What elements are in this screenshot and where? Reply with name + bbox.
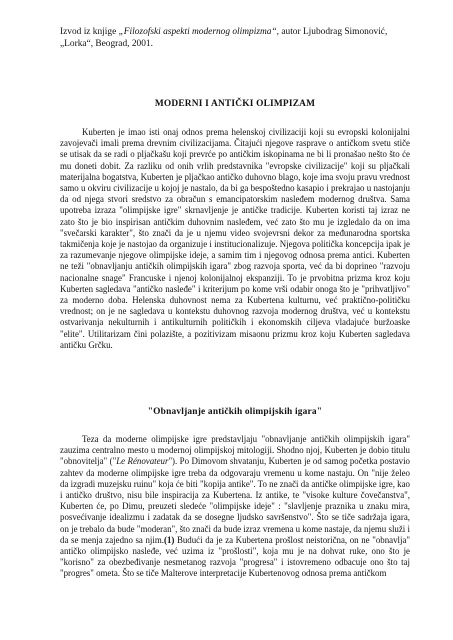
footnote-reference[interactable]: (1) xyxy=(163,534,175,545)
section-heading-moderni-i-anticki: MODERNI I ANTIČKI OLIMPIZAM xyxy=(154,99,316,109)
paragraph-text-part3: Budući da je za Kubertena prošlost neistorična, on ne "obnavlja" antičko olimpijsko nasleđe, već uzima iz "prošlosti", koja mu je na dohvat ruke, ono što je "korisno" za obezbeđivanje nesmetanog razvoja "progresa" i istovremeno odbacuje ono što taj "progres" ometa. Što se tiče Malterove interpretacije Kubertenovog odnosa prema antičkom xyxy=(60,534,411,579)
le-renovateur-italic: Le Rénovateur xyxy=(116,456,169,467)
citation-suffix: , autor Ljubodrag Simonović, „Lorka“, Beograd, 2001. xyxy=(60,27,388,49)
book-title: „Filozofski aspekti modernog olimpizma“ xyxy=(118,27,277,37)
citation-prefix: Izvod iz knjige xyxy=(60,27,119,37)
paragraph-text-part2: "). Po Dimovom shvatanju, Kuberten je od samog početka postavio zahtev da moderne olimpijske igre treba da odgovaraju vremenu u kome nastaju. On "nije želeo da izgradi muzejsku ruinu" koja će biti "kopija antike". To ne znači da antičke olimpijske igre, kao i antičko društvo, nisu bile inspiracija za Kubertena. Iz antike, te "visoke kulture čovečanstva", Kuberten će, po Dimu, preuzeti sledeće "olimpijske ideje" : "slavljenje praznika u znaku mira, posvećivanje idealizmu i zadatak da se dosegne ljudsko savršenstvo". Što se tiče sadržaja igara, on je trebalo da bude "moderan", što znači da bude izraz vremena u kome nastaje, da njemu služi i da se menja zajedno sa njim. xyxy=(60,456,410,545)
source-citation xyxy=(60,27,410,50)
section-heading-obnavljanje: "Obnavljanje antičkih olimpijskih igara" xyxy=(147,407,323,417)
paragraph-teza-obnavljanje xyxy=(60,434,410,580)
paragraph-text-part1: Teza da moderne olimpijske igre predstavljaju "obnavljanje antičkih olimpijskih igara" zauzima centralno mesto u modernoj olimpijskoj mitologiji. Shodno njoj, Kuberten je dobio titulu "obnovitelja" (" xyxy=(60,434,410,467)
paragraph-kuberten-helenska-civilizacija: Kuberten je imao isti onaj odnos prema helenskoj civilizaciji koji su evropski kolonijalni zavojevači imali prema drevnim civilizacijama. Čitajući njegove rasprave o antičkom svetu stiče se utisak da se radi o pljačkašu koji prevrće po antičkim iskopinama ne bi li pronašao nešto što će mu doneti dobit. Za razliku od onih vrlih predstavnika "evropske civilizacije" koji su pljačkali materijalna bogatstva, Kuberten je pljačkao antičko duhovno blago, koje ima svoju pravu vrednost samo u okviru civilizacije u kojoj je nastalo, da bi ga bespoštedno kasapio i prekrajao u nastojanju da od njega stvori sredstvo za obračun s emancipatorskim nasleđem modernog društva. Sama upotreba izraza "olimpijske igre" skrnavljenje je antičke tradicije. Kuberten koristi taj izraz ne zato što je bio inspirisan antičkim duhovnim nasleđem, već zato što mu je izgledalo da on ima "svečarski karakter", što znači da je u njemu video svojevrsni dekor za međunarodna sportska takmičenja koje je nastojao da organizuje i institucionalizuje. Njegova politička koncepcija ipak je za razumevanje njegove olimpijske ideje, a samim tim i njegovog odnosa prema antici. Kuberten ne teži "obnavljanju antičkih olimpijskih igara" zbog razvoja sporta, već da bi doprineo "razvoju nacionalne snage" Francuske i njenoj kolonijalnoj ekspanziji. To je prvobitna prizma kroz koju Kuberten sagledava "antičko nasleđe" i kriterijum po kome vrši odabir onoga što je "prihvatljivo" za moderno doba. Helenska duhovnost nema za Kubertena kulturnu, već praktično-političku vrednost; on je ne sagledava u kontekstu duhovnog razvoja modernog društva, već u kontekstu ostvarivanja nekulturnih i antikulturnih političkih i ekonomskih ciljeva vladajuće buržoaske "elite". Utilitarizam čini polazište, a pozitivizam misaonu prizmu kroz koju Kuberten sagledava antičku Grčku. xyxy=(60,127,410,350)
